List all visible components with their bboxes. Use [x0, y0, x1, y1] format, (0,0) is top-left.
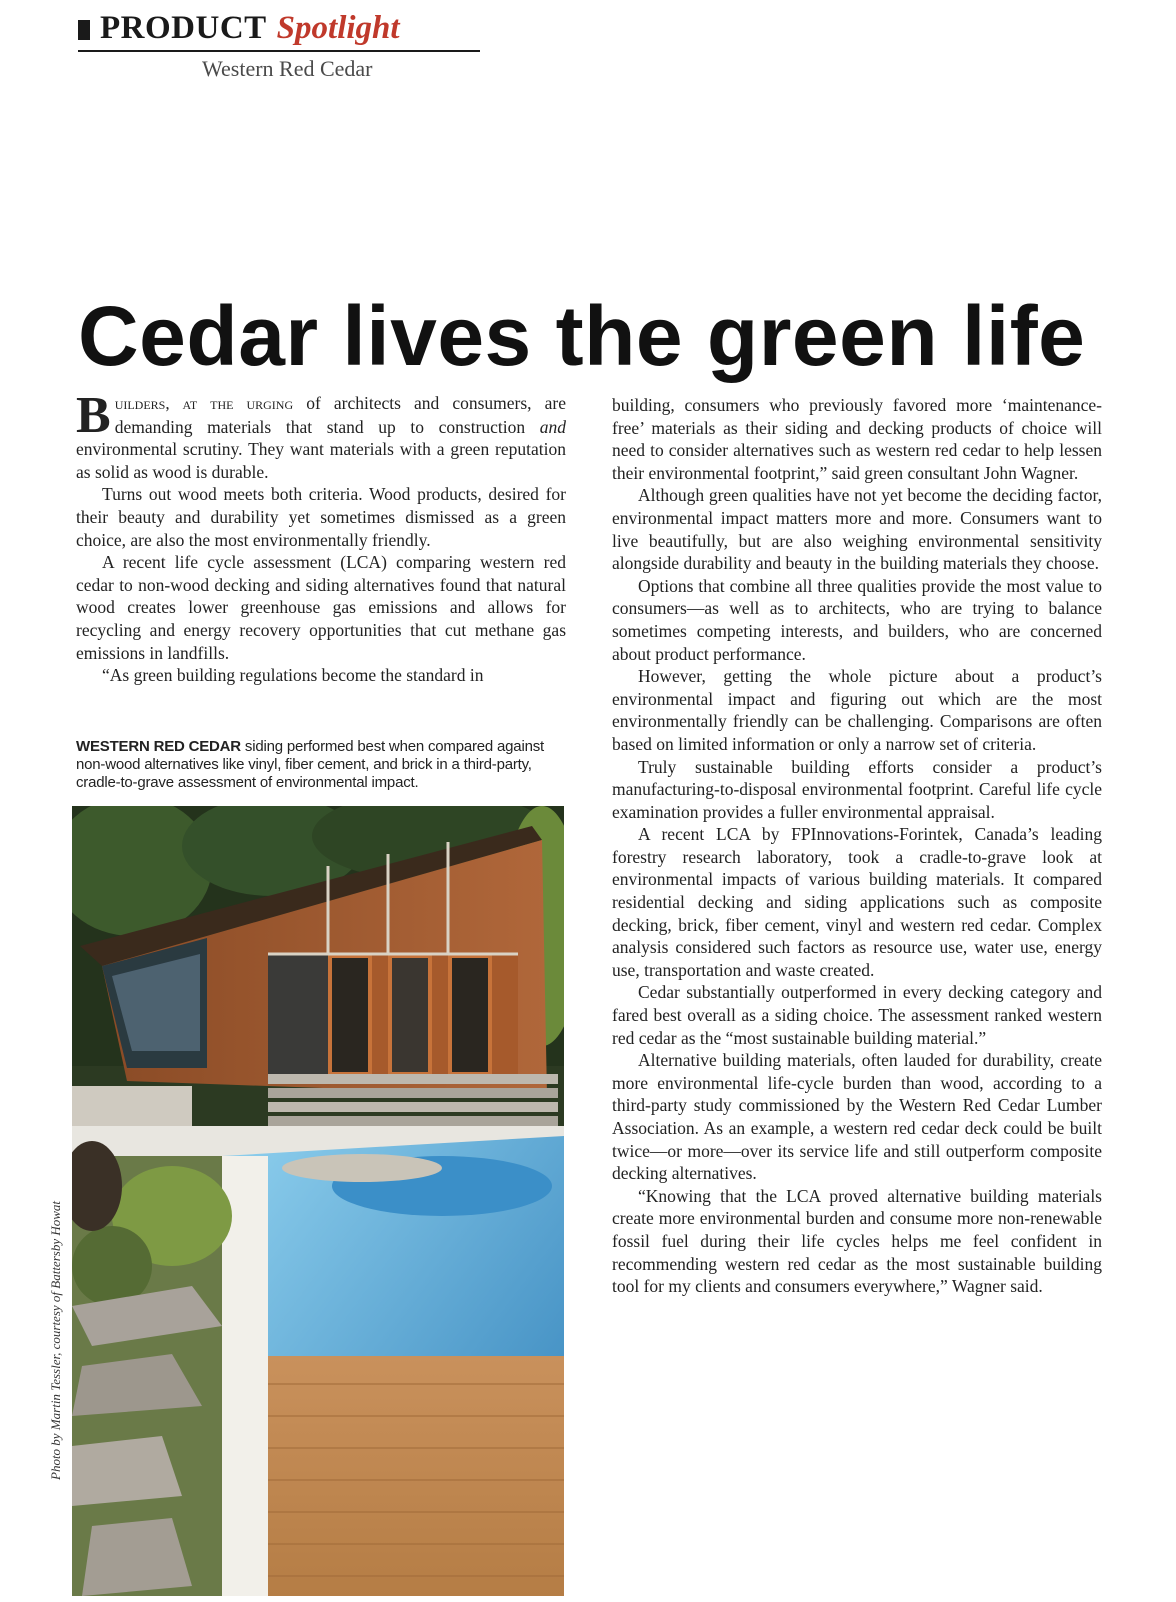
- drop-cap: B: [76, 387, 111, 444]
- paragraph: Options that combine all three qualities provide the most value to consumers—as well as to architects, who are trying to balance sometimes competing interests, and builders, who are concerned about product performance.: [612, 575, 1102, 664]
- section-marker-square: [78, 20, 90, 40]
- section-label: PRODUCT: [100, 10, 267, 46]
- headline: Cedar lives the green life: [78, 289, 1086, 383]
- paragraph: A recent life cycle assessment (LCA) comparing western red cedar to non-wood decking and siding alternatives found that natural wood creates lower greenhouse gas emissions and allows for recycling and energy recovery opportunities that cut methane gas emissions in landfills.: [76, 552, 566, 663]
- paragraph: A recent LCA by FPInnovations-Forintek, Canada’s leading forestry research laboratory, took a cradle-to-grave look at environmental impacts of various building materials. It compared residential decking and siding applications such as composite decking, brick, fiber cement, vinyl and western red cedar. Complex analysis considered such factors as resource use, water use, energy use, transportation and waste created.: [612, 824, 1102, 980]
- lead-text-2: environmental scrutiny. They want materials with a green reputation as solid as wood is durable.: [76, 439, 566, 482]
- lead-italic: and: [539, 416, 566, 437]
- lead-paragraph: [76, 387, 566, 483]
- caption-bold: WESTERN RED CEDAR: [76, 738, 241, 755]
- photo-caption: [76, 738, 568, 792]
- paragraph: Truly sustainable building efforts consider a product’s manufacturing-to-disposal environmental footprint. Careful life cycle examination provides a fuller environmental appraisal.: [612, 756, 1102, 822]
- section-accent: Spotlight: [276, 10, 400, 46]
- paragraph: Alternative building materials, often lauded for durability, create more environmental life-cycle burden than wood, according to a third-party study commissioned by the Western Red Cedar Lumber Association. As an example, a western red cedar deck could be built twice—or more—over its service life and still outperform composite decking alternatives.: [612, 1050, 1102, 1184]
- paragraph: “Knowing that the LCA proved alternative building materials create more environmental burden and consume more non-renewable fossil fuel during their life cycles helps me feel confident in recommending western red cedar as the most sustainable building tool for my clients and consumers everywhere,” Wagner said.: [612, 1185, 1102, 1297]
- section-header-bar: [78, 10, 480, 52]
- paragraph: Although green qualities have not yet become the deciding factor, environmental impact matters more and more. Consumers want to live beautifully, but are also weighing environmental sensitivity alongside durability and beauty in the building materials they choose.: [612, 485, 1102, 574]
- paragraph: However, getting the whole picture about a product’s environmental impact and figuring out which are the most environmentally friendly can be challenging. Comparisons are often based on limited information or only a narrow set of criteria.: [612, 666, 1102, 754]
- paragraph: Turns out wood meets both criteria. Wood products, desired for their beauty and durability yet sometimes dismissed as a green choice, are also the most environmentally friendly.: [76, 484, 566, 550]
- house-pool-photo: [72, 806, 564, 1596]
- lead-text-1: of architects and consumers, are demanding materials that stand up to construction: [114, 393, 566, 437]
- photo-credit: Photo by Martin Tessler, courtesy of Battersby Howat: [48, 1200, 63, 1480]
- article-column-left: [76, 387, 566, 687]
- caption-text: siding performed best when compared against non-wood alternatives like vinyl, fiber cement, and brick in a third-party, cradle-to-grave assessment of environmental impact.: [76, 738, 544, 791]
- section-subtitle: Western Red Cedar: [202, 56, 373, 81]
- section-header: [78, 10, 480, 82]
- article-column-right: [612, 394, 1102, 1298]
- paragraph: Cedar substantially outperformed in every decking category and fared best overall as a siding choice. The assessment ranked western red cedar as the “most sustainable building material.”: [612, 982, 1102, 1048]
- lead-smallcaps: uilders, at the urging: [114, 394, 294, 413]
- paragraph: building, consumers who previously favored more ‘maintenance-free’ materials as their siding and decking products of choice will need to consider alternatives such as western red cedar to help lessen their environmental footprint,” said green consultant John Wagner.: [612, 395, 1102, 483]
- paragraph: “As green building regulations become the standard in: [102, 665, 484, 686]
